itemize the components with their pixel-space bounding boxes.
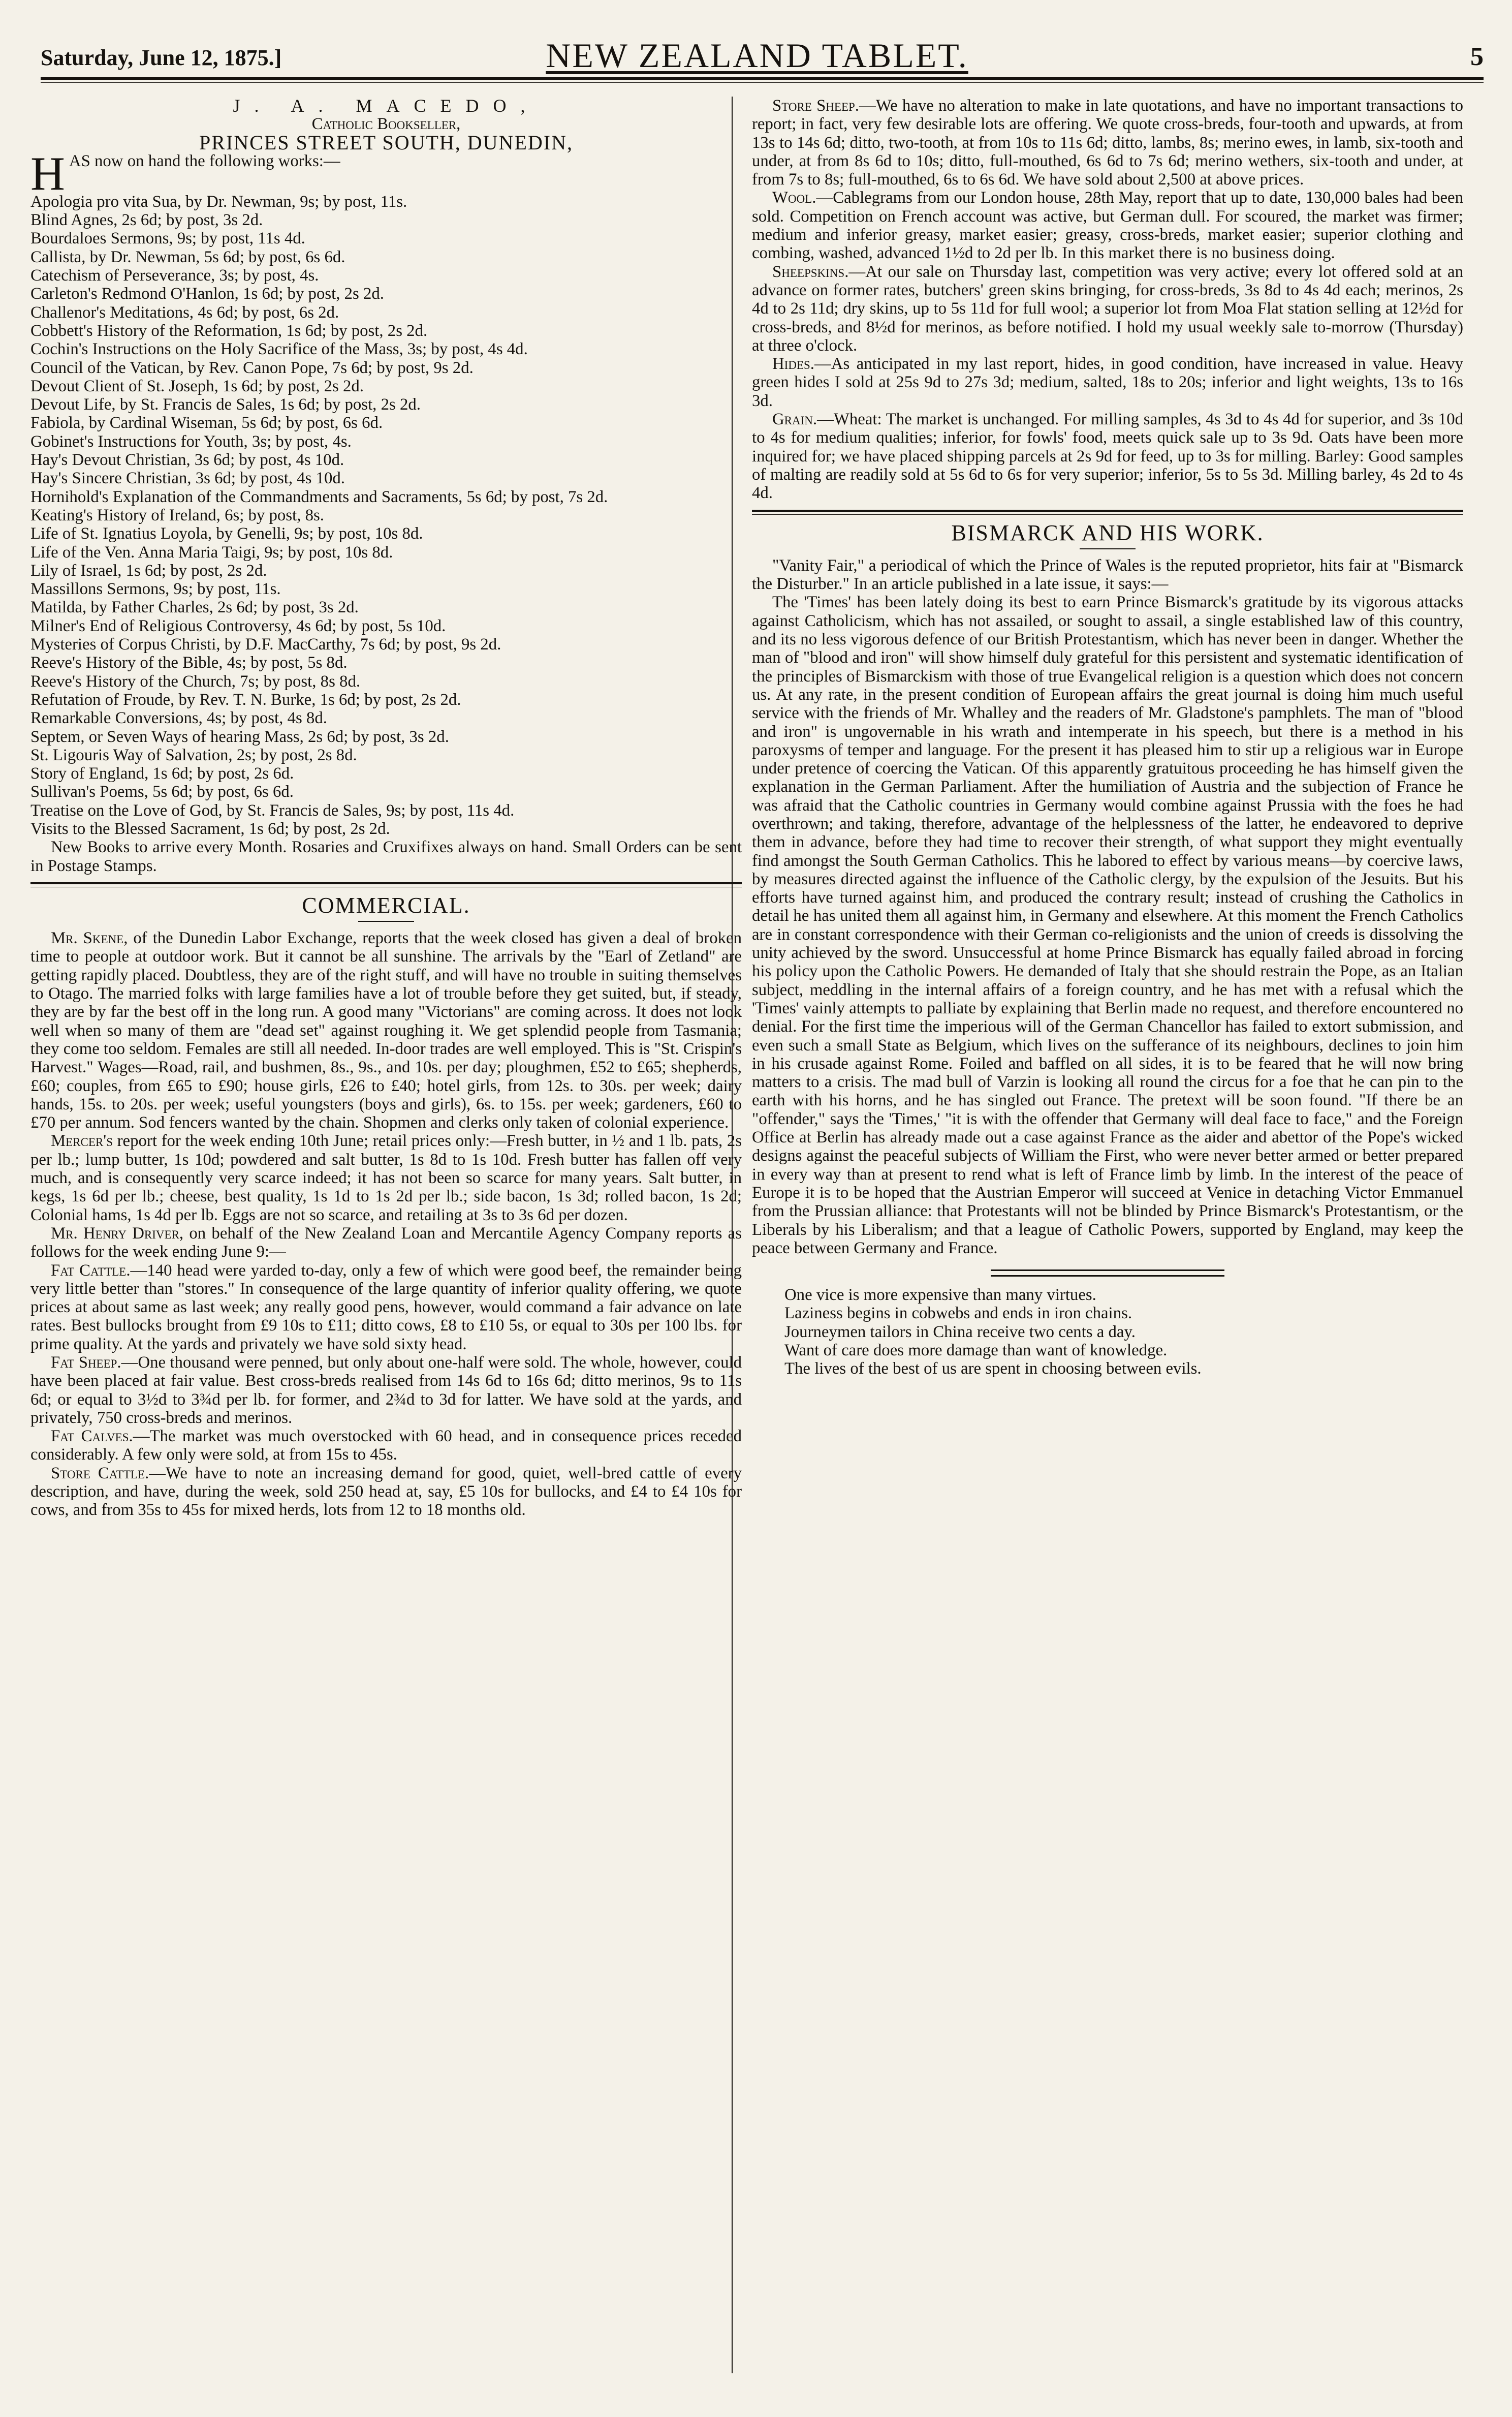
article-body: The 'Times' has been lately doing its best to earn Prince Bismarck's gratitude by its vigorous attacks against Catholicism, which has not assailed, or sought to assail, a single established law of this country, and its no less vigorous defence of our British Protestantism, which has never been in danger. Whether the man of "blood and iron" will show himself duly grateful for this persistent and systematic identification of the principles of Bismarckism with those of true Evangelical religion is a question which does not concern us. At any rate, in the present condition of European affairs the great journal is doing him much useful service with the friends of Mr. Whalley and the readers of Mr. Gladstone's pamphlets. The man of "blood and iron" is ungovernable in his wrath and intemperate in his speech, but there is a method in his paroxysms of temper and language. For the present it has pleased him to stir up a religious war in Europe under pretence of coercing the Vatican. Of this apparently gratuitous proceeding he has himself given the explanation in the German Parliament. After the humiliation of Austria and the subjection of France he was afraid that the Catholic countries in Germany would combine against Prussia with the foes he had overthrown; and taking, therefore, advantage of the helplessness of the latter, he endeavored to deprive them in advance, before they had time to recover their strength, of what support they might eventually find amongst the South German Catholics. This he labored to effect by various means—by coercive laws, by measures directed against the influence of the Catholic clergy, by the expulsion of the Jesuits. But his efforts have turned against him, and produced the contrary result; instead of crushing the Catholics in detail he has united them all against him, in Germany and elsewhere. At this moment the French Catholics are in constant correspondence with their German co-religionists and the union of creeds is dissolving the unity achieved by the sword. Unsuccessful at home Prince Bismarck has equally failed abroad in forcing his policy upon the Catholic Powers. He demanded of Italy that she should restrain the Pope, as an Italian subject, meddling in the internal affairs of a foreign country, and he has met with a refusal which the 'Times' vainly attempts to palliate by explaining that Berlin made no request, and therefore encountered no denial. For the first time the imperious will of the German Chancellor has failed to extort submission, and even such a small State as Belgium, which lives on the sufferance of its neighbours, declines to join him in his crusade against Rome. Foiled and baffled on all sides, it is to be feared that he will now bring matters to a crisis. The mad bull of Varzin is looking all round the circus for a foe that he can pin to the earth with his horns, and he has singled out France. The pretext will be soon found. "If there be an "offender," says the 'Times,' "it is with the offender that Germany will deal face to face," and the Foreign Office at Berlin has already made out a case against France as the aider and abettor of the Pope's wicked designs against the peaceful subjects of William the First, who were never better armed or better prepared in every way than at present to rend what is left of France limb by limb. In the interest of the peace of Europe it is to be hoped that the Austrian Emperor will succeed at Venice in detaching Victor Emmanuel from the Prussian alliance: that Protestants will not be blinded by Prince Bismarck's Protestantism, or the Liberals by his Liberalism; and that a league of Catholic Powers, supported by England, may keep the peace between Germany and France. (752, 593, 1463, 1257)
book-listing: Reeve's History of the Bible, 4s; by post, 5s 8d. (30, 654, 348, 672)
section-rule (752, 510, 1463, 515)
maxim-line: One vice is more expensive than many virtues. (784, 1286, 1096, 1305)
bookseller-advert (30, 97, 742, 875)
maxim-line: The lives of the best of us are spent in choosing between evils. (784, 1359, 1202, 1378)
book-listing: St. Ligouris Way of Salvation, 2s; by post, 2s 8d. (30, 746, 357, 764)
section-rule (30, 882, 742, 887)
store-sheep-report (752, 97, 1463, 189)
book-listing: Fabiola, by Cardinal Wiseman, 5s 6d; by post, 6s 6d. (30, 414, 383, 432)
book-listing: Milner's End of Religious Controversy, 4s 6d; by post, 5s 10d. (30, 616, 446, 635)
report-lead: Fat Sheep. (51, 1353, 121, 1372)
book-listing: Catechism of Perseverance, 3s; by post, 4s. (30, 266, 319, 285)
masthead (30, 20, 1484, 76)
report-text: —Cablegrams from our London house, 28th May, report that up to date, 130,000 bales had been sold. Competition on French account was active, but German dull. For scoured, the market was firmer; medium and inferior greasy, market easier; greasy, cross-breds, market easier; superior clothing and combing, washed, advanced 1½d to 2d per lb. In this market there is no business doing. (752, 189, 1463, 263)
advert-intro-text: AS now on hand the following works:— (69, 151, 340, 170)
flourish-rule (991, 1269, 1224, 1277)
labor-exchange-report (30, 929, 742, 1132)
maxims (752, 1286, 1463, 1378)
right-column (752, 97, 1463, 2394)
book-listing: Life of St. Ignatius Loyola, by Genelli, 9s; by post, 10s 8d. (30, 524, 423, 543)
book-listing: Treatise on the Love of God, by St. Francis de Sales, 9s; by post, 11s 4d. (30, 801, 515, 820)
drop-cap: H (30, 147, 65, 200)
book-listing: Massillons Sermons, 9s; by post, 11s. (30, 580, 281, 599)
maxim-line: Journeymen tailors in China receive two cents a day. (784, 1322, 1136, 1341)
book-listing: Carleton's Redmond O'Hanlon, 1s 6d; by post, 2s 2d. (30, 285, 384, 303)
bismarck-article (752, 520, 1463, 1258)
article-title: BISMARCK AND HIS WORK. (951, 520, 1264, 545)
report-lead: Store Cattle. (51, 1464, 149, 1482)
wool-report (752, 189, 1463, 262)
report-lead: Fat Calves. (51, 1427, 133, 1446)
advert-name: J. A. MACEDO, (233, 97, 540, 116)
book-listing: Hay's Sincere Christian, 3s 6d; by post, 4s 10d. (30, 469, 345, 488)
report-lead: Sheepskins. (772, 262, 849, 281)
report-lead: Store Sheep. (772, 97, 860, 115)
report-text: on behalf of the New Zealand Loan and Mercantile Agency Company reports as follows for the week ending June 9:— (30, 1224, 742, 1261)
store-cattle-report (30, 1464, 742, 1520)
maxim-line: Want of care does more damage than want of knowledge. (784, 1341, 1168, 1359)
report-text: —We have to note an increasing demand for good, quiet, well-bred cattle of every description, and have, during the week, sold 250 head at, say, £5 10s for bullocks, and £4 to £4 10s for cows, and from 35s to 45s for mixed herds, lots from 12 to 18 months old. (30, 1464, 742, 1520)
book-listing: Hornihold's Explanation of the Commandments and Sacraments, 5s 6d; by post, 7s 2d. (30, 487, 608, 506)
mercer-report (30, 1132, 742, 1224)
book-listing: Gobinet's Instructions for Youth, 3s; by post, 4s. (30, 432, 352, 451)
report-lead: Mr. Skene, (51, 929, 128, 948)
book-listing: Devout Life, by St. Francis de Sales, 1s 6d; by post, 2s 2d. (30, 395, 421, 414)
report-lead: Fat Cattle. (51, 1261, 131, 1280)
hides-report (752, 355, 1463, 410)
report-text: —The market was much overstocked with 60 head, and in consequence prices receded considerably. A few only were sold, at from 15s to 45s. (30, 1427, 742, 1464)
report-lead: Mr. Henry Driver, (51, 1224, 184, 1243)
report-text: —As anticipated in my last report, hides, in good condition, have increased in value. Heavy green hides I sold at 25s 9d to 27s 3d; medium, salted, 18s to 20s; inferior and light weights, 13s to 16s 3d. (752, 355, 1463, 410)
book-listing: Keating's History of Ireland, 6s; by post, 8s. (30, 506, 324, 524)
book-listing: Cobbett's History of the Reformation, 1s 6d; by post, 2s 2d. (30, 321, 428, 340)
book-listing: Cochin's Instructions on the Holy Sacrifice of the Mass, 3s; by post, 4s 4d. (30, 340, 528, 359)
advert-footer: New Books to arrive every Month. Rosaries and Cruxifixes always on hand. Small Orders can be sent in Postage Stamps. (30, 838, 742, 875)
advert-address: PRINCES STREET SOUTH, DUNEDIN, (199, 131, 573, 154)
book-listing: Remarkable Conversions, 4s; by post, 4s 8d. (30, 709, 327, 728)
report-text: —At our sale on Thursday last, competition was very active; every lot offered sold at an advance on former rates, butchers' green skins bringing, for cross-breds, 3s 8d to 4s 4d each; merinos, 2s 4d to 2s 11d; dry skins, up to 5s 11d for full wool; a superior lot from Moa Flat station selling at 12½d for cross-breds, and 8½d for merinos, as before notified. I hold my usual weekly sale to-morrow (Thursday) at three o'clock. (752, 262, 1463, 355)
page-number: 5 (1470, 42, 1484, 71)
advert-intro (30, 147, 742, 200)
issue-date: Saturday, June 12, 1875.] (41, 45, 282, 70)
book-listing: Refutation of Froude, by Rev. T. N. Burke, 1s 6d; by post, 2s 2d. (30, 690, 461, 709)
masthead-rule (41, 77, 1484, 83)
fat-cattle-report (30, 1261, 742, 1353)
book-listing: Hay's Devout Christian, 3s 6d; by post, 4s 10d. (30, 451, 344, 470)
report-lead: Hides. (772, 355, 814, 374)
report-text: report for the week ending 10th June; retail prices only:—Fresh butter, in ½ and 1 lb. pats, 2s per lb.; lump butter, 1s 10d; powdered and salt butter, 1s 8d to 1s 10d. Fresh butter has fallen off very much, and is consequently very scarce indeed; it has not been so scarce for many years. Salt butter, in kegs, 1s 6d per lb.; cheese, best quality, 1s 1d to 1s 2d per lb.; side bacon, 1s 3d; rolled bacon, 1s 2d; Colonial hams, 1s 4d per lb. Eggs are not so scarce, and retailing at 3s to 3s 6d per dozen. (30, 1132, 742, 1224)
driver-report (30, 1224, 742, 1261)
commercial-title: COMMERCIAL. (302, 892, 470, 918)
report-text: —140 head were yarded to-day, only a few of which were good beef, the remainder being very little better than "stores." In consequence of the large quantity of inferior quality offering, we quote prices at about same as last week; any really good pens, however, would command a fair advance on late rates. Best bullocks brought from £9 10s to £11; ditto cows, £8 to £10 5s, or equal to 30s per 100 lbs. for prime quality. At the yards and privately we have sold sixty head. (30, 1261, 742, 1353)
commercial-section (30, 892, 742, 1520)
newspaper-title: NEW ZEALAND TABLET. (546, 36, 968, 75)
fat-sheep-report (30, 1353, 742, 1427)
article-intro: "Vanity Fair," a periodical of which the Prince of Wales is the reputed proprietor, hits fair at "Bismarck the Disturber." In an article published in a late issue, it says:— (752, 556, 1463, 594)
title-rule (358, 921, 414, 922)
book-listing: Challenor's Meditations, 4s 6d; by post, 6s 2d. (30, 303, 339, 322)
book-listing: Reeve's History of the Church, 7s; by post, 8s 8d. (30, 672, 361, 691)
report-text: —One thousand were penned, but only about one-half were sold. The whole, however, could have been placed at fair value. Best cross-breds realised from 14s 6d to 16s 6d; ditto merinos, 9s to 11s 6d; or equal to 3½d to 3¾d per lb. for former, and 2¾d to 3d for latter. We have sold at the yards, and privately, 750 cross-breds and merinos. (30, 1353, 742, 1427)
report-lead: Mercer's (51, 1132, 113, 1151)
book-listing: Septem, or Seven Ways of hearing Mass, 2s 6d; by post, 3s 2d. (30, 727, 449, 746)
fat-calves-report (30, 1427, 742, 1464)
title-rule (1080, 548, 1136, 549)
report-text: of the Dunedin Labor Exchange, reports that the week closed has given a deal of broken time to people at outdoor work. But it cannot be all sunshine. The arrivals by the "Earl of Zetland" are getting rapidly placed. Doubtless, they are of the right stuff, and will have no trouble in suiting themselves to Otago. The married folks with large families have a lot of trouble before they get suited, but, if steady, they are by far the best off in the long run. A good many "Victorians" are coming across. It does not look well when so many of them are "dead set" against roughing it. We get splendid people from Tasmania; they come too seldom. Females are still all needed. In-door trades are well employed. This is "St. Crispin's Harvest." Wages—Road, rail, and bushmen, 8s., 9s., and 10s. per day; ploughmen, £52 to £65; shepherds, £60; couples, from £65 to £90; house girls, £26 to £40; hotel girls, from 12s. to 30s. per week; dairy hands, 15s. to 20s. per week; useful youngsters (boys and girls), 6s. to 15s. per week; gardeners, £60 to £70 per annum. Sod fencers wanted by the chain. Shopmen and clerks only taken of colonial experience. (30, 929, 742, 1132)
book-listing: Council of the Vatican, by Rev. Canon Pope, 7s 6d; by post, 9s 2d. (30, 358, 474, 377)
report-lead: Grain. (772, 410, 817, 429)
report-lead: Wool. (772, 189, 816, 207)
book-listing: Sullivan's Poems, 5s 6d; by post, 6s 6d. (30, 783, 294, 801)
book-listing: Story of England, 1s 6d; by post, 2s 6d. (30, 764, 294, 783)
grain-report (752, 410, 1463, 502)
book-listing: Lily of Israel, 1s 6d; by post, 2s 2d. (30, 561, 267, 580)
book-list (30, 193, 742, 838)
book-listing: Devout Client of St. Joseph, 1s 6d; by post, 2s 2d. (30, 377, 364, 395)
book-listing: Bourdaloes Sermons, 9s; by post, 11s 4d. (30, 229, 305, 248)
maxim-line: Laziness begins in cobwebs and ends in iron chains. (784, 1304, 1132, 1323)
book-listing: Callista, by Dr. Newman, 5s 6d; by post, 6s 6d. (30, 247, 345, 266)
report-text: —Wheat: The market is unchanged. For milling samples, 4s 3d to 4s 4d for superior, and 3s 10d to 4s for medium qualities; inferior, for fowls' food, meets quick sale up to 3s 9d. Oats have been more inquired for; we have placed shipping parcels at 2s 9d for feed, up to 3s for milling. Barley: Good samples of malting are readily sold at 5s 6d to 6s for very superior; inferior, 5s to 5s 3d. Milling barley, 4s 2d to 4s 4d. (752, 410, 1463, 503)
commercial-continued (752, 97, 1463, 503)
left-column (30, 97, 742, 2394)
report-text: —We have no alteration to make in late quotations, and have no important transactions to report; in fact, very few desirable lots are offering. We quote cross-breds, four-tooth and upwards, at from 13s to 14s 6d; ditto, two-tooth, at from 10s to 11s 6d; ditto, lambs, 8s; merino ewes, in lamb, six-tooth and under, at from 8s 6d to 10s; ditto, full-mouthed, 6s 6d to 7s 6d; merino wethers, six-tooth and under, at from 7s to 8s; full-mouthed, 6s to 6s 6d. We have sold about 2,500 at above prices. (752, 97, 1463, 189)
advert-trade: Catholic Bookseller, (311, 115, 461, 134)
book-listing: Matilda, by Father Charles, 2s 6d; by post, 3s 2d. (30, 598, 359, 617)
sheepskins-report (752, 263, 1463, 355)
book-listing: Apologia pro vita Sua, by Dr. Newman, 9s; by post, 11s. (30, 192, 407, 211)
book-listing: Visits to the Blessed Sacrament, 1s 6d; by post, 2s 2d. (30, 819, 390, 838)
book-listing: Mysteries of Corpus Christi, by D.F. MacCarthy, 7s 6d; by post, 9s 2d. (30, 635, 501, 654)
book-listing: Blind Agnes, 2s 6d; by post, 3s 2d. (30, 211, 263, 230)
book-listing: Life of the Ven. Anna Maria Taigi, 9s; by post, 10s 8d. (30, 543, 393, 562)
